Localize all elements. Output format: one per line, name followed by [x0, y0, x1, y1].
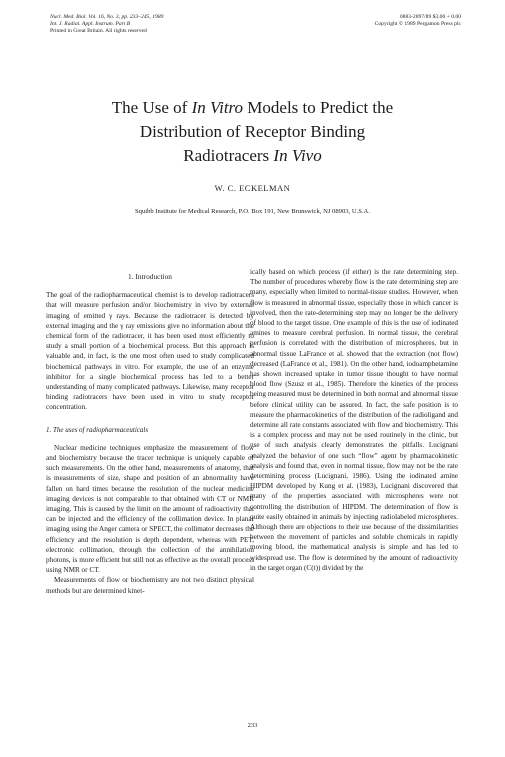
right-column	[250, 267, 458, 573]
journal-citation	[50, 14, 163, 35]
price-code: 0883-2897/89 $3.00 + 0.00	[399, 14, 461, 20]
left-column	[46, 272, 254, 596]
author-affiliation: Squibb Institute for Medical Research, P.O. Box 191, New Brunswick, NJ 08903, U.S.A.	[135, 208, 370, 215]
title-line-3: Radiotracers In Vivo	[183, 146, 322, 165]
page-number: 233	[247, 722, 258, 729]
citation-line-3: Printed in Great Britain. All rights reserved	[50, 28, 147, 34]
citation-line-2: Int. J. Radiat. Appl. Instrum. Part B	[50, 21, 131, 27]
paper-title	[0, 96, 505, 168]
copyright-block	[375, 14, 461, 28]
paragraph: Nuclear medicine techniques emphasize the measurement of flow and biochemistry because the tracer technique is uniquely capable of such measurements. On the other hand, measurements of anatomy, that is measurements of size, shape and position of an abnormality have fallen on hard times because the resolution of the nuclear medicine imaging devices is not comparable to that obtained with CT or NMR imaging. This is caused by the limit on the amount of radioactivity that can be injected and the efficiency of the collimation device. In planar imaging using the Anger camera or SPECT, the collimator decreases the efficiency and the resolution is depth dependent, whereas with PET, electronic collimation, through the collection of the annihilation photons, is more efficient but still not as effective as the overall process using NMR or CT.	[46, 443, 254, 575]
paragraph: The goal of the radiopharmaceutical chemist is to develop radiotracers that will measure perfusion and/or biochemistry in vivo by external imaging of emitted γ rays. Because the radiotracer is detected by external imaging and the γ ray emissions give no information about the chemical form of the radiotracer, it has been used most efficiently to study a small portion of a biochemical process. But this approach is valuable and, in fact, is the one most often used to study complicated biochemical pathways in vitro. For example, the use of an enzyme inhibitor for a single biochemical process has led to a better understanding of many complicated pathways. Likewise, many receptor binding radiotracers have been used in vitro to study receptor concentration.	[46, 291, 254, 412]
author-name: W. C. ECKELMAN	[214, 183, 291, 193]
citation-line-1: Nucl. Med. Biol. Vol. 16, No. 3, pp. 233–245, 1989	[50, 14, 164, 20]
section-heading-introduction: 1. Introduction	[128, 272, 172, 281]
title-line-2: Distribution of Receptor Binding	[139, 122, 366, 141]
paragraph: Measurements of flow or biochemistry are not two distinct physical methods but are determined kinet-	[46, 576, 254, 595]
title-line-1: The Use of In Vitro Models to Predict the	[111, 98, 394, 117]
subsection-heading: 1. The uses of radiopharmaceuticals	[46, 425, 149, 434]
copyright-line: Copyright © 1989 Pergamon Press plc	[374, 21, 461, 27]
paragraph: ically based on which process (if either) is the rate determining step. The number of procedures whereby flow is the rate determining step are many, especially when limited to normal-tissue studies. However, when flow is measured in abnormal tissue, especially those in which cancer is involved, then the rate-determining step may no longer be the delivery of blood to the target tissue. One example of this is the use of iodinated amines to measure cerebral perfusion. In normal tissue, the cerebral perfusion is correlated with the distribution of microspheres, but in abnormal tissue LaFrance et al. showed that the extraction (not flow) decreased (LaFrance et al., 1981). On the other hand, iodoamphetamine has shown increased uptake in tumor tissue thought to have normal blood flow (Szusz et al., 1985). Therefore the kinetics of the process being measured must be determined in both normal and abnormal tissue before clinical utility can be assured. In fact, the safe position is to measure the pharmacokinetics of the distribution of the radioligand and determine all rate constants associated with flow and biochemistry. This is a complex process and may not be used routinely in the clinic, but use of such analysis clearly demonstrates the pitfalls. Lucignani analyzed the behavior of one such “flow” agent by pharmacokinetic analysis and found that, even in normal tissue, flow may not be the rate determining process (Lucignani, 1986). Using the iodinated amine HIPDM developed by Kung et al. (1983), Lucignani discovered that many of the properties associated with microspheres were not controlling the distribution of HIPDM. The determination of flow is quite easily obtained in animals by injecting radiolabeled microspheres. Although there are objections to their use because of the dissimilarities between the movement of particles and soluble chemicals in rapidly moving blood, the mathematical analysis is simple and has led to widespread use. The flow is determined by the amount of radioactivity in the target organ (C(t)) divided by the	[250, 268, 458, 572]
